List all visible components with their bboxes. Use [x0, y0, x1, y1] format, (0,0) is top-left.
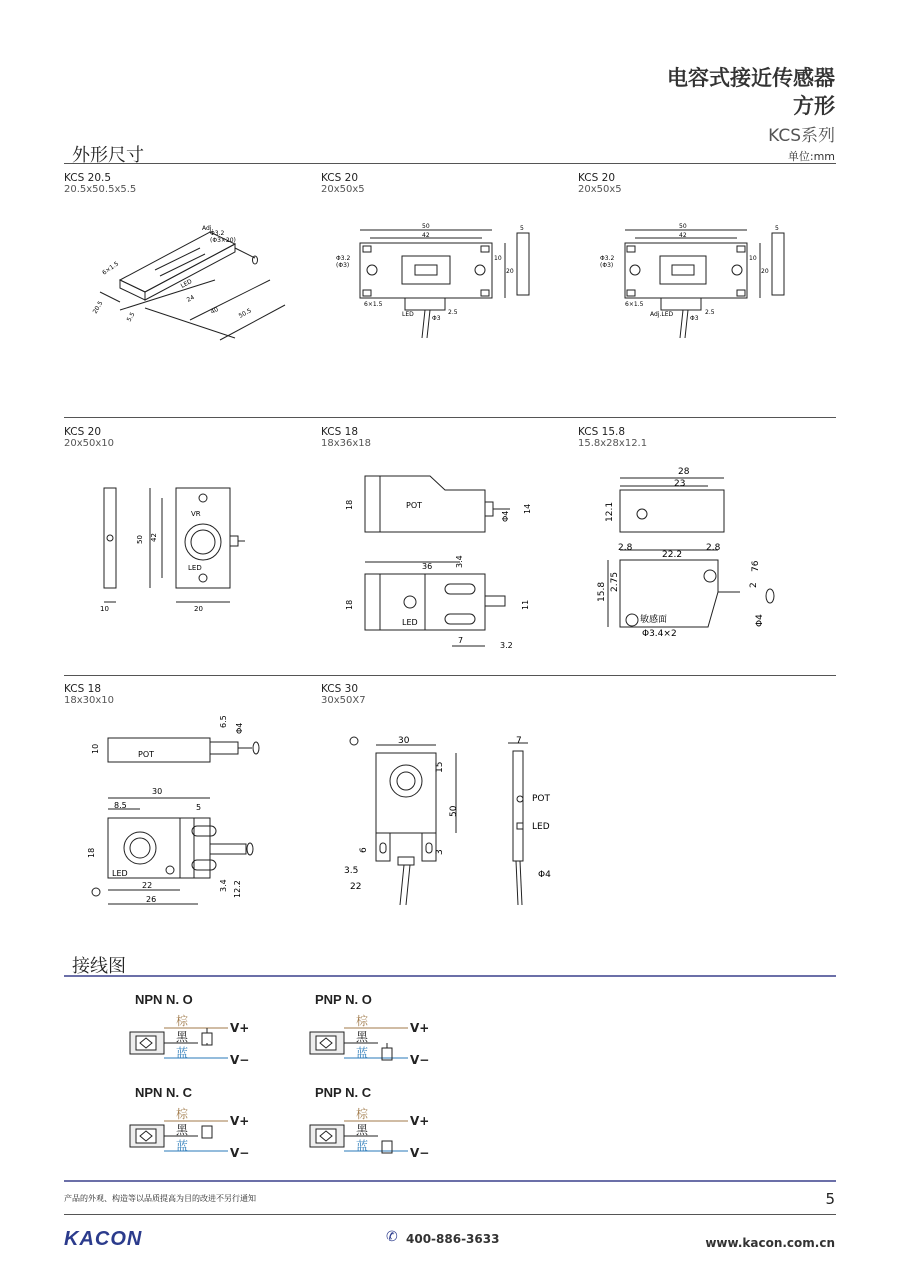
svg-text:30: 30: [398, 736, 410, 746]
svg-text:20: 20: [506, 268, 514, 275]
drawing-kcs30: [330, 725, 570, 910]
svg-text:5.5: 5.5: [125, 311, 137, 323]
svg-text:8.5: 8.5: [114, 801, 127, 810]
drawing-kcs20-c: [90, 480, 260, 615]
divider: [64, 1214, 836, 1215]
model-label: KCS 20 20x50x5: [321, 172, 365, 195]
svg-text:V−: V−: [410, 1053, 430, 1067]
svg-text:棕: 棕: [356, 1014, 369, 1028]
svg-text:(Φ3×20): (Φ3×20): [210, 237, 236, 244]
model-label: KCS 30 30x50X7: [321, 683, 366, 706]
svg-text:26: 26: [146, 895, 157, 904]
model-label: KCS 18 18x30x10: [64, 683, 115, 706]
svg-text:6.5: 6.5: [219, 715, 228, 728]
svg-text:10: 10: [494, 255, 502, 262]
svg-text:V+: V+: [230, 1114, 250, 1128]
svg-text:Φ3.2: Φ3.2: [600, 255, 615, 262]
svg-text:V−: V−: [230, 1053, 250, 1067]
svg-text:42: 42: [679, 232, 687, 239]
svg-text:7: 7: [516, 736, 522, 746]
wiring-title: PNP N. C: [315, 1085, 372, 1100]
svg-text:7: 7: [458, 636, 464, 645]
drawing-kcs18-b: [80, 712, 280, 912]
svg-text:V−: V−: [410, 1146, 430, 1160]
svg-text:Φ3.4×2: Φ3.4×2: [642, 629, 677, 639]
svg-text:3: 3: [435, 849, 445, 855]
unit-label: 单位:mm: [787, 150, 835, 163]
svg-text:蓝: 蓝: [176, 1139, 189, 1153]
svg-text:23: 23: [674, 479, 686, 489]
footer-note: 产品的外观、构造等以品质提高为目的改进不另行通知: [64, 1194, 256, 1203]
svg-text:76: 76: [751, 560, 761, 572]
wiring-section-title: 接线图: [72, 956, 126, 977]
svg-text:22.2: 22.2: [662, 550, 683, 560]
svg-text:POT: POT: [406, 501, 423, 510]
svg-text:20: 20: [761, 268, 769, 275]
svg-text:6: 6: [359, 847, 369, 853]
divider: [64, 975, 836, 977]
svg-text:18: 18: [345, 499, 354, 510]
svg-text:6×1.5: 6×1.5: [101, 260, 121, 277]
page-number: 5: [825, 1190, 835, 1208]
svg-text:黑: 黑: [176, 1123, 189, 1137]
svg-text:POT: POT: [532, 794, 551, 804]
svg-text:15.8: 15.8: [597, 581, 607, 602]
svg-text:Adj.LED: Adj.LED: [650, 311, 674, 318]
svg-text:V+: V+: [230, 1021, 250, 1035]
svg-text:50: 50: [449, 805, 459, 817]
svg-text:20.5: 20.5: [91, 299, 105, 315]
divider: [64, 417, 836, 418]
svg-text:2.8: 2.8: [618, 543, 633, 553]
svg-text:Φ4: Φ4: [501, 510, 510, 522]
svg-text:LED: LED: [532, 822, 550, 832]
svg-text:Φ3.2: Φ3.2: [336, 255, 351, 262]
svg-text:3.2: 3.2: [500, 641, 513, 650]
svg-text:30: 30: [152, 787, 163, 796]
svg-text:LED: LED: [402, 618, 418, 627]
svg-text:42: 42: [422, 232, 430, 239]
wiring-title: NPN N. O: [135, 992, 193, 1007]
svg-text:20: 20: [194, 605, 203, 613]
svg-text:蓝: 蓝: [176, 1046, 189, 1060]
svg-text:LED: LED: [179, 278, 194, 290]
svg-text:18: 18: [87, 847, 96, 858]
svg-text:LED: LED: [402, 311, 414, 318]
svg-text:Φ3: Φ3: [432, 315, 441, 322]
svg-text:V+: V+: [410, 1021, 430, 1035]
svg-text:黑: 黑: [356, 1123, 369, 1137]
adj-label: Adj.: [202, 225, 214, 232]
drawing-kcs20-b: [595, 218, 815, 348]
svg-text:棕: 棕: [356, 1107, 369, 1121]
svg-text:18: 18: [345, 599, 354, 610]
model-label: KCS 15.8 15.8x28x12.1: [578, 426, 648, 449]
phone-number: 400-886-3633: [406, 1232, 500, 1246]
svg-text:50: 50: [136, 535, 144, 544]
svg-text:40: 40: [209, 305, 220, 316]
svg-text:42: 42: [150, 533, 158, 542]
model-label: KCS 20 20x50x5: [578, 172, 622, 195]
wiring-title: PNP N. O: [315, 992, 372, 1007]
divider: [64, 675, 836, 676]
svg-text:6×1.5: 6×1.5: [364, 301, 383, 308]
svg-text:LED: LED: [188, 564, 202, 572]
svg-text:11: 11: [521, 599, 530, 610]
svg-text:Φ4: Φ4: [755, 614, 765, 627]
model-label: KCS 18 18x36x18: [321, 426, 372, 449]
drawing-kcs20-a: [330, 218, 550, 348]
svg-text:2: 2: [749, 582, 759, 588]
wiring-diagram-pnp-nc: [308, 1105, 448, 1165]
svg-text:黑: 黑: [356, 1030, 369, 1044]
svg-text:Φ3.2: Φ3.2: [210, 230, 225, 237]
svg-text:12.2: 12.2: [233, 880, 242, 898]
brand-logo: KACON: [64, 1228, 143, 1250]
svg-text:(Φ3): (Φ3): [336, 262, 350, 269]
svg-text:VR: VR: [191, 510, 201, 518]
divider: [64, 1180, 836, 1182]
svg-text:10: 10: [91, 743, 100, 754]
drawing-kcs15-8: [590, 462, 790, 652]
model-label: KCS 20.5 20.5x50.5x5.5: [64, 172, 137, 195]
svg-text:12.1: 12.1: [605, 501, 615, 522]
drawing-kcs20-5: [60, 210, 300, 350]
svg-text:5: 5: [196, 803, 202, 812]
drawing-kcs18-a: [340, 470, 560, 655]
svg-text:POT: POT: [138, 750, 155, 759]
svg-text:3.5: 3.5: [344, 866, 359, 876]
svg-text:2.5: 2.5: [448, 309, 458, 316]
wiring-title: NPN N. C: [135, 1085, 193, 1100]
page-title: 电容式接近传感器: [667, 66, 835, 90]
svg-text:5: 5: [775, 225, 779, 232]
svg-text:50: 50: [679, 223, 687, 230]
website-link[interactable]: www.kacon.com.cn: [705, 1236, 835, 1250]
svg-text:5: 5: [520, 225, 524, 232]
svg-text:Φ3: Φ3: [690, 315, 699, 322]
svg-text:15: 15: [435, 761, 445, 773]
svg-text:10: 10: [100, 605, 109, 613]
wiring-diagram-npn-nc: [128, 1105, 268, 1165]
wiring-diagram-pnp-no: [308, 1012, 448, 1072]
svg-text:棕: 棕: [176, 1014, 189, 1028]
svg-text:14: 14: [523, 503, 532, 514]
svg-text:Φ4: Φ4: [235, 722, 244, 734]
svg-text:2.5: 2.5: [705, 309, 715, 316]
svg-text:(Φ3): (Φ3): [600, 262, 614, 269]
series-label: KCS系列: [768, 126, 835, 146]
svg-text:3.4: 3.4: [219, 879, 228, 892]
dimensions-section-title: 外形尺寸: [72, 145, 144, 166]
svg-text:V+: V+: [410, 1114, 430, 1128]
svg-text:V−: V−: [230, 1146, 250, 1160]
svg-text:棕: 棕: [176, 1107, 189, 1121]
svg-text:24: 24: [185, 293, 196, 304]
svg-text:22: 22: [350, 882, 362, 892]
svg-text:36: 36: [422, 562, 433, 571]
svg-text:蓝: 蓝: [356, 1046, 369, 1060]
svg-text:28: 28: [678, 467, 690, 477]
svg-text:6×1.5: 6×1.5: [625, 301, 644, 308]
svg-text:敏感面: 敏感面: [640, 615, 668, 625]
svg-text:蓝: 蓝: [356, 1139, 369, 1153]
page-subtitle: 方形: [793, 94, 835, 118]
svg-text:LED: LED: [112, 869, 128, 878]
svg-text:10: 10: [749, 255, 757, 262]
svg-text:2.75: 2.75: [610, 571, 620, 592]
svg-text:黑: 黑: [176, 1030, 189, 1044]
svg-text:50.5: 50.5: [237, 307, 253, 320]
svg-text:22: 22: [142, 881, 153, 890]
divider: [64, 163, 836, 164]
model-label: KCS 20 20x50x10: [64, 426, 115, 449]
svg-text:50: 50: [422, 223, 430, 230]
svg-text:3.4: 3.4: [455, 555, 464, 568]
wiring-diagram-npn-no: [128, 1012, 268, 1072]
svg-text:2.8: 2.8: [706, 543, 721, 553]
phone-icon: ✆: [386, 1229, 398, 1245]
svg-text:Φ4: Φ4: [538, 870, 551, 880]
